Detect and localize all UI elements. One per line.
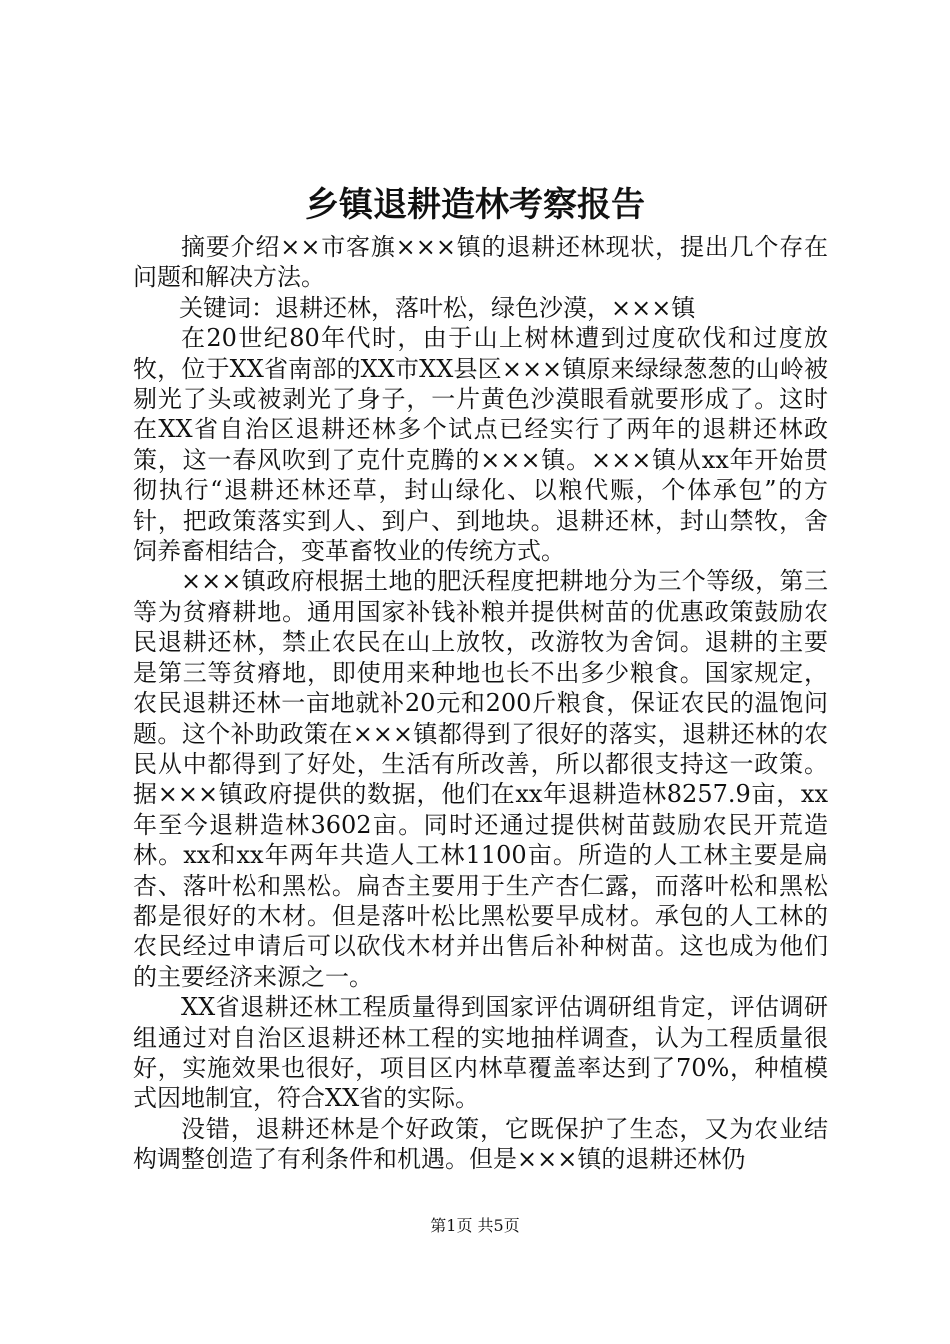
document-title: 乡镇退耕造林考察报告	[305, 185, 645, 225]
page-number-footer: 第1页 共5页	[430, 1216, 520, 1235]
abstract-paragraph: 摘要介绍××市客旗×××镇的退耕还林现状，提出几个存在问题和解决方法。	[133, 233, 828, 292]
document-body	[133, 232, 828, 1175]
body-paragraph-4: 没错，退耕还林是个好政策，它既保护了生态，又为农业结构调整创造了有利条件和机遇。但是×××镇的退耕还林仍	[133, 1114, 828, 1174]
body-paragraph-1: 在20世纪80年代时，由于山上树林遭到过度砍伐和过度放牧，位于XX省南部的XX市XX县区×××镇原来绿绿葱葱的山岭被剔光了头或被剥光了身子，一片黄色沙漠眼看就要形成了。这时在XX省自治区退耕还林多个试点已经实行了两年的退耕还林政策，这一春风吹到了克什克腾的×××镇。×××镇从xx年开始贯彻执行“退耕还林还草，封山绿化、以粮代赈，个体承包”的方针，把政策落实到人、到户、到地块。退耕还林，封山禁牧，舍饲养畜相结合，变革畜牧业的传统方式。	[133, 324, 828, 566]
body-paragraph-2: ×××镇政府根据土地的肥沃程度把耕地分为三个等级，第三等为贫瘠耕地。通用国家补钱补粮并提供树苗的优惠政策鼓励农民退耕还林，禁止农民在山上放牧，改游牧为舍饲。退耕的主要是第三等贫瘠地，即使用来种地也长不出多少粮食。国家规定，农民退耕还林一亩地就补20元和200斤粮食，保证农民的温饱问题。这个补助政策在×××镇都得到了很好的落实，退耕还林的农民从中都得到了好处，生活有所改善，所以都很支持这一政策。据×××镇政府提供的数据，他们在xx年退耕造林8257.9亩，xx年至今退耕造林3602亩。同时还通过提供树苗鼓励农民开荒造林。xx和xx年两年共造人工林1100亩。所造的人工林主要是扁杏、落叶松和黑松。扁杏主要用于生产杏仁露，而落叶松和黑松都是很好的木材。但是落叶松比黑松要早成材。承包的人工林的农民经过申请后可以砍伐木材并出售后补种树苗。这也成为他们的主要经济来源之一。	[133, 567, 828, 991]
body-paragraph-3: XX省退耕还林工程质量得到国家评估调研组肯定，评估调研组通过对自治区退耕还林工程的实地抽样调查，认为工程质量很好，实施效果也很好，项目区内林草覆盖率达到了70%，种植模式因地制宜，符合XX省的实际。	[133, 993, 828, 1113]
keywords-paragraph: 关键词：退耕还林，落叶松，绿色沙漠，×××镇	[179, 293, 696, 322]
